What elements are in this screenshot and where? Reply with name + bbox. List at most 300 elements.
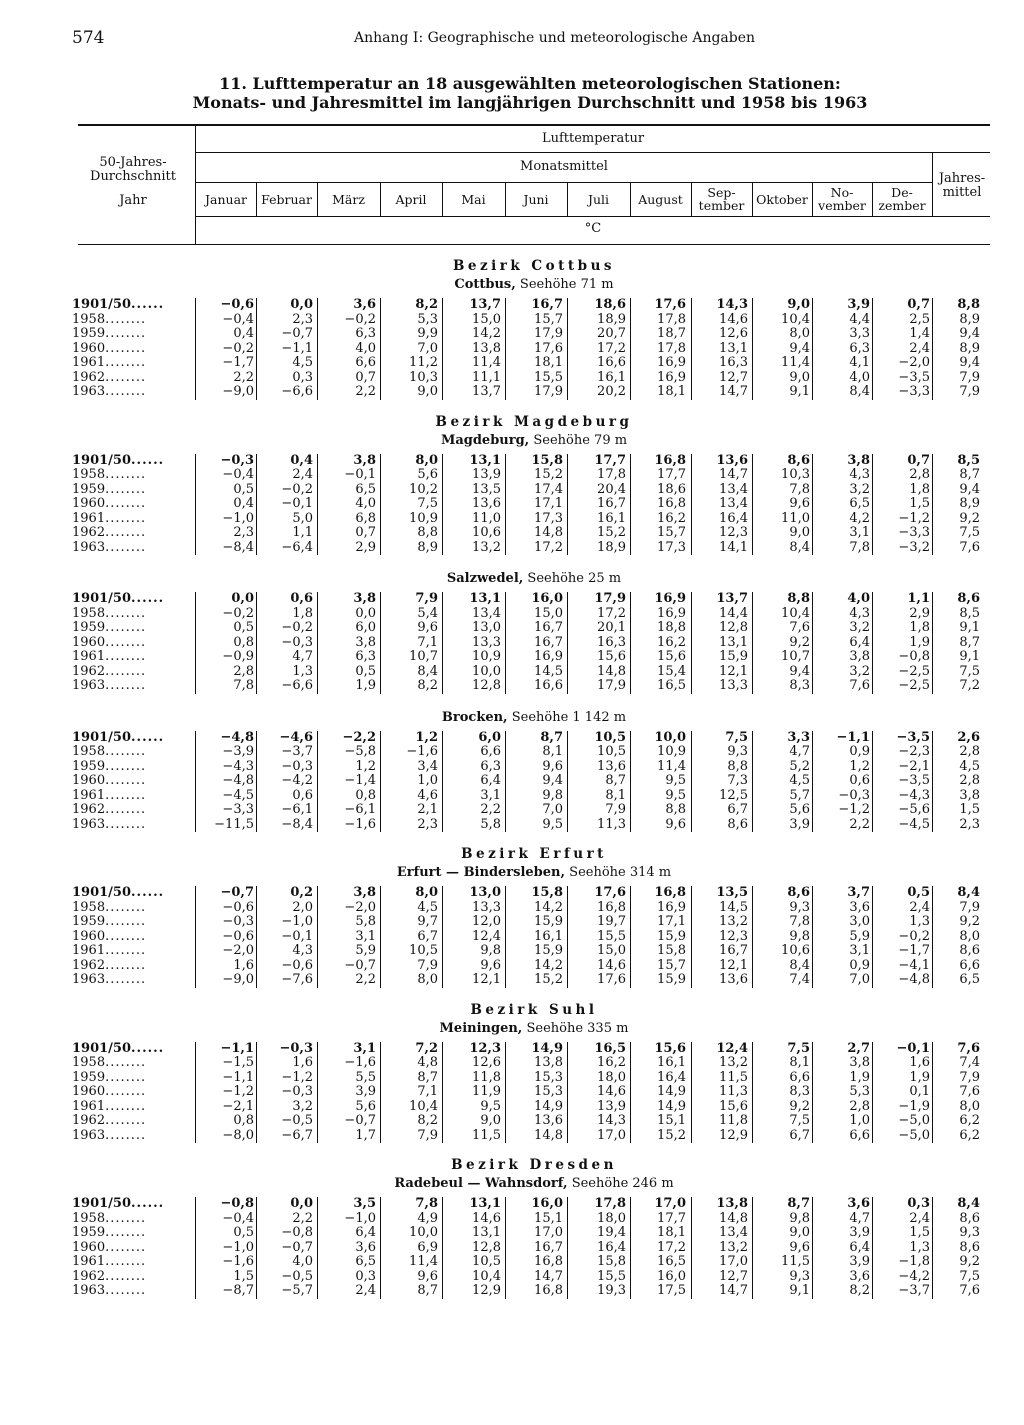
month-value-cell: −0,6 xyxy=(222,899,254,915)
month-value-cell: 4,5 xyxy=(417,899,438,915)
month-value-cell: 0,0 xyxy=(231,591,254,606)
year-cell: 1901/50...... xyxy=(72,729,165,745)
month-value-cell: 7,5 xyxy=(417,496,438,511)
month-value-cell: 13,4 xyxy=(719,1225,748,1240)
year-cell: 1901/50...... xyxy=(72,297,165,312)
month-value-cell: 6,3 xyxy=(355,326,376,341)
month-value-cell: 7,5 xyxy=(789,1113,810,1128)
month-value-cell: 17,7 xyxy=(657,467,686,482)
month-value-cell: 5,8 xyxy=(355,914,376,929)
month-value-cell: 0,1 xyxy=(909,1084,930,1099)
month-value-cell: 9,3 xyxy=(789,899,810,915)
month-value-cell: 10,4 xyxy=(409,1098,438,1114)
month-value-cell: 7,6 xyxy=(849,678,870,693)
month-value-cell: −1,9 xyxy=(898,1098,930,1114)
month-value-cell: 6,7 xyxy=(789,1127,810,1143)
month-value-cell: −0,5 xyxy=(281,1113,313,1128)
year-cell: 1963........ xyxy=(72,384,147,399)
month-header-3: März xyxy=(332,191,365,207)
month-value-cell: 3,8 xyxy=(353,885,376,900)
month-value-cell: 0,8 xyxy=(233,634,254,650)
month-value-cell: 16,0 xyxy=(657,1268,686,1284)
month-value-cell: −6,1 xyxy=(281,802,313,817)
month-value-cell: 2,2 xyxy=(480,802,501,817)
month-value-cell: −2,3 xyxy=(898,744,930,759)
month-value-cell: 3,7 xyxy=(847,885,870,900)
month-value-cell: 17,8 xyxy=(657,340,686,356)
month-value-cell: −0,2 xyxy=(281,481,313,497)
table-row xyxy=(72,1084,990,1100)
month-value-cell: −1,4 xyxy=(344,773,376,788)
month-value-cell: 10,0 xyxy=(472,663,501,679)
month-value-cell: 1,9 xyxy=(909,1069,930,1085)
table-row xyxy=(72,943,990,959)
month-value-cell: 9,8 xyxy=(789,928,810,944)
month-value-cell: 15,7 xyxy=(657,525,686,540)
annual-mean-cell: 9,3 xyxy=(959,1225,980,1240)
month-value-cell: 13,6 xyxy=(472,496,501,511)
month-value-cell: −2,0 xyxy=(344,899,376,915)
month-value-cell: 16,0 xyxy=(531,1196,563,1211)
group-header-monatsmittel: Monatsmittel xyxy=(520,159,608,174)
month-value-cell: 9,3 xyxy=(727,744,748,759)
annual-mean-cell: 7,5 xyxy=(959,525,980,540)
month-value-cell: −0,2 xyxy=(222,340,254,356)
month-value-cell: 9,0 xyxy=(789,1225,810,1240)
month-value-cell: −1,2 xyxy=(838,802,870,817)
month-value-cell: 17,1 xyxy=(657,914,686,929)
month-value-cell: 3,1 xyxy=(355,928,376,944)
annual-mean-cell: 2,8 xyxy=(959,773,980,788)
month-value-cell: −5,7 xyxy=(281,1283,313,1298)
month-value-cell: 3,6 xyxy=(355,1239,376,1255)
table-row xyxy=(72,481,990,498)
month-value-cell: 18,6 xyxy=(594,297,626,312)
month-value-cell: −2,5 xyxy=(898,663,930,679)
month-value-cell: 15,2 xyxy=(597,525,626,540)
month-value-cell: −1,0 xyxy=(344,1210,376,1226)
month-value-cell: −6,4 xyxy=(281,539,313,555)
year-cell: 1962........ xyxy=(72,1113,147,1128)
month-value-cell: 14,7 xyxy=(719,384,748,399)
month-value-cell: 8,0 xyxy=(417,972,438,987)
year-cell: 1959........ xyxy=(72,914,147,929)
month-value-cell: 13,9 xyxy=(597,1098,626,1114)
month-value-cell: 3,9 xyxy=(355,1084,376,1099)
station-elevation: Seehöhe 246 m xyxy=(571,1176,674,1191)
month-value-cell: 17,2 xyxy=(597,605,626,621)
table-row xyxy=(72,1113,990,1129)
month-value-cell: 13,8 xyxy=(534,1055,563,1070)
month-value-cell: −3,2 xyxy=(898,539,930,555)
month-value-cell: 4,8 xyxy=(417,1055,438,1070)
table-row xyxy=(72,510,990,527)
table-row xyxy=(72,663,990,680)
month-value-cell: −0,1 xyxy=(896,1040,930,1056)
month-value-cell: 3,8 xyxy=(353,591,376,606)
month-value-cell: 3,1 xyxy=(353,1040,376,1056)
month-value-cell: 14,6 xyxy=(719,311,748,327)
annual-mean-cell: 2,3 xyxy=(959,816,980,832)
month-value-cell: 3,9 xyxy=(789,816,810,832)
month-value-cell: 0,4 xyxy=(233,326,254,341)
month-value-cell: 3,8 xyxy=(353,452,376,468)
month-value-cell: 2,8 xyxy=(909,467,930,482)
month-value-cell: 13,4 xyxy=(719,496,748,511)
month-value-cell: 17,9 xyxy=(597,678,626,693)
month-value-cell: 18,9 xyxy=(597,311,626,327)
annual-mean-cell: 7,9 xyxy=(959,369,980,385)
month-value-cell: 8,2 xyxy=(417,1113,438,1128)
month-value-cell: 9,6 xyxy=(789,1239,810,1255)
station-elevation: Seehöhe 335 m xyxy=(526,1020,629,1036)
annual-mean-cell: 7,6 xyxy=(959,1283,980,1298)
month-value-cell: 6,6 xyxy=(355,355,376,370)
month-value-cell: 13,2 xyxy=(719,1239,748,1255)
station-elevation: Seehöhe 71 m xyxy=(519,277,614,292)
year-cell: 1901/50...... xyxy=(72,591,165,606)
month-value-cell: −1,0 xyxy=(281,914,313,929)
year-cell: 1960........ xyxy=(72,773,147,788)
month-value-cell: 8,8 xyxy=(417,525,438,540)
year-cell: 1962........ xyxy=(72,1268,147,1284)
station-name: Brocken, xyxy=(441,709,508,725)
month-value-cell: 7,5 xyxy=(725,729,748,745)
month-value-cell: 11,3 xyxy=(719,1084,748,1099)
month-value-cell: 11,4 xyxy=(472,355,501,370)
month-value-cell: 0,8 xyxy=(355,787,376,803)
month-value-cell: 1,3 xyxy=(909,1239,930,1255)
running-head xyxy=(72,28,952,50)
month-value-cell: 16,9 xyxy=(534,649,563,664)
month-value-cell: 8,2 xyxy=(417,678,438,693)
district-heading: Bezirk Magdeburg xyxy=(435,413,633,430)
month-value-cell: 17,7 xyxy=(594,452,626,468)
month-value-cell: 8,1 xyxy=(789,1055,810,1070)
month-value-cell: 17,7 xyxy=(657,1210,686,1226)
month-value-cell: 1,5 xyxy=(909,1225,930,1240)
page-number: 574 xyxy=(72,28,105,48)
year-cell: 1960........ xyxy=(72,928,147,944)
month-value-cell: −0,1 xyxy=(344,467,376,482)
month-value-cell: 2,3 xyxy=(233,525,254,540)
month-value-cell: 15,6 xyxy=(597,649,626,664)
month-value-cell: −0,3 xyxy=(281,634,313,650)
year-cell: 1958........ xyxy=(72,605,147,621)
month-value-cell: 13,6 xyxy=(597,758,626,774)
month-value-cell: 12,3 xyxy=(469,1040,501,1056)
month-value-cell: 12,7 xyxy=(719,1268,748,1284)
month-header-8: August xyxy=(638,191,683,207)
month-value-cell: 10,9 xyxy=(409,510,438,526)
month-value-cell: 7,9 xyxy=(415,591,438,606)
month-value-cell: −4,8 xyxy=(220,729,254,745)
month-value-cell: 13,9 xyxy=(472,467,501,482)
table-row xyxy=(72,384,990,400)
month-value-cell: 7,0 xyxy=(542,802,563,817)
annual-mean-cell: 9,4 xyxy=(959,326,980,341)
month-value-cell: 16,4 xyxy=(719,510,748,526)
month-value-cell: −2,1 xyxy=(222,1098,254,1114)
month-value-cell: 3,2 xyxy=(292,1098,313,1114)
month-value-cell: −0,8 xyxy=(898,649,930,664)
year-cell: 1961........ xyxy=(72,649,147,664)
month-value-cell: −4,8 xyxy=(898,972,930,987)
month-value-cell: 15,9 xyxy=(534,943,563,958)
month-value-cell: 11,8 xyxy=(472,1069,501,1085)
month-value-cell: 6,6 xyxy=(849,1127,870,1143)
annual-mean-cell: 8,5 xyxy=(957,452,980,468)
month-value-cell: 12,8 xyxy=(472,1239,501,1255)
month-header-10: Oktober xyxy=(756,191,808,207)
month-value-cell: 18,0 xyxy=(597,1069,626,1085)
month-value-cell: 1,3 xyxy=(292,663,313,679)
station-elevation: Seehöhe 1 142 m xyxy=(511,709,627,725)
month-value-cell: 4,9 xyxy=(417,1210,438,1226)
month-value-cell: 1,0 xyxy=(417,773,438,788)
month-value-cell: 16,9 xyxy=(657,605,686,621)
month-value-cell: 14,2 xyxy=(534,899,563,915)
month-header-9: Sep- tember xyxy=(698,185,745,213)
month-value-cell: 0,6 xyxy=(290,591,313,606)
table-row xyxy=(72,605,990,622)
month-value-cell: −1,0 xyxy=(222,1239,254,1255)
month-value-cell: 14,7 xyxy=(719,467,748,482)
year-cell: 1959........ xyxy=(72,481,147,497)
table-row xyxy=(72,1210,990,1227)
station-data-block xyxy=(72,885,990,988)
month-value-cell: 10,4 xyxy=(472,1268,501,1284)
month-value-cell: 8,8 xyxy=(665,802,686,817)
month-value-cell: 17,6 xyxy=(534,340,563,356)
month-value-cell: 5,3 xyxy=(849,1084,870,1099)
station-data-block xyxy=(72,729,990,833)
annual-mean-cell: 9,1 xyxy=(959,649,980,664)
month-value-cell: 14,8 xyxy=(597,663,626,679)
year-cell: 1959........ xyxy=(72,326,147,341)
month-value-cell: −4,5 xyxy=(898,816,930,832)
month-value-cell: 6,3 xyxy=(849,340,870,356)
month-value-cell: 9,6 xyxy=(417,620,438,635)
month-value-cell: 3,3 xyxy=(787,729,810,745)
month-value-cell: 7,3 xyxy=(727,773,748,788)
table-row xyxy=(72,452,990,469)
month-value-cell: 16,8 xyxy=(597,899,626,915)
month-value-cell: 16,8 xyxy=(534,1283,563,1298)
table-row xyxy=(72,1225,990,1241)
table-row xyxy=(72,1268,990,1285)
annual-mean-cell: 9,4 xyxy=(959,355,980,370)
month-value-cell: 2,9 xyxy=(909,605,930,621)
month-value-cell: 10,0 xyxy=(654,729,686,745)
month-value-cell: 14,7 xyxy=(719,1283,748,1298)
month-value-cell: 12,9 xyxy=(719,1127,748,1143)
month-value-cell: 8,0 xyxy=(789,326,810,341)
month-value-cell: 14,2 xyxy=(534,957,563,973)
month-value-cell: 8,2 xyxy=(415,297,438,312)
month-value-cell: 6,9 xyxy=(417,1239,438,1255)
month-value-cell: 16,2 xyxy=(657,634,686,650)
month-value-cell: 13,8 xyxy=(472,340,501,356)
month-value-cell: 15,6 xyxy=(657,649,686,664)
month-value-cell: 10,3 xyxy=(409,369,438,385)
month-value-cell: 7,6 xyxy=(789,620,810,635)
month-value-cell: 13,3 xyxy=(472,634,501,650)
month-value-cell: 14,3 xyxy=(597,1113,626,1128)
table-title-line-2: Monats- und Jahresmittel im langjährigen Durchschnitt und 1958 bis 1963 xyxy=(192,93,868,112)
station-heading xyxy=(78,863,990,882)
month-value-cell: −0,5 xyxy=(281,1268,313,1284)
month-value-cell: 9,5 xyxy=(542,816,563,832)
month-value-cell: −2,1 xyxy=(898,758,930,774)
month-value-cell: 8,7 xyxy=(417,1283,438,1298)
month-value-cell: 7,5 xyxy=(787,1040,810,1056)
month-value-cell: 9,6 xyxy=(665,816,686,832)
month-value-cell: 13,0 xyxy=(472,620,501,635)
month-value-cell: 15,7 xyxy=(534,311,563,327)
month-value-cell: 0,5 xyxy=(355,663,376,679)
month-value-cell: 8,4 xyxy=(789,957,810,973)
table-row xyxy=(72,1254,990,1270)
month-value-cell: 3,1 xyxy=(849,525,870,540)
month-value-cell: 16,9 xyxy=(657,899,686,915)
month-value-cell: 3,0 xyxy=(849,914,870,929)
table-row xyxy=(72,496,990,512)
month-value-cell: 3,2 xyxy=(849,663,870,679)
month-value-cell: 7,0 xyxy=(417,340,438,356)
stub-header: 50-Jahres- Durchschnitt Jahr xyxy=(90,155,176,208)
month-value-cell: −0,9 xyxy=(222,649,254,664)
station-heading xyxy=(78,431,990,450)
month-value-cell: 3,1 xyxy=(480,787,501,803)
year-cell: 1961........ xyxy=(72,943,147,958)
month-value-cell: 9,3 xyxy=(789,1268,810,1284)
month-value-cell: 7,8 xyxy=(789,914,810,929)
table-row xyxy=(72,1040,990,1057)
month-value-cell: −3,5 xyxy=(898,773,930,788)
month-value-cell: 9,1 xyxy=(789,1283,810,1298)
month-value-cell: 0,7 xyxy=(907,297,930,312)
month-value-cell: −6,1 xyxy=(344,802,376,817)
year-cell: 1958........ xyxy=(72,1055,147,1070)
month-value-cell: 3,8 xyxy=(355,634,376,650)
month-value-cell: 3,3 xyxy=(849,326,870,341)
station-data-block xyxy=(72,1040,990,1144)
table-row xyxy=(72,729,990,746)
month-value-cell: 16,8 xyxy=(657,496,686,511)
month-value-cell: 9,8 xyxy=(789,1210,810,1226)
table-row xyxy=(72,1055,990,1071)
month-value-cell: 9,0 xyxy=(787,297,810,312)
year-cell: 1901/50...... xyxy=(72,452,165,468)
month-value-cell: 13,3 xyxy=(472,899,501,915)
month-value-cell: 10,9 xyxy=(657,744,686,759)
table-row xyxy=(72,467,990,483)
annual-mean-cell: 9,2 xyxy=(959,510,980,526)
month-value-cell: −1,5 xyxy=(222,1055,254,1070)
month-value-cell: 13,1 xyxy=(719,634,748,650)
month-value-cell: 17,9 xyxy=(534,384,563,399)
year-cell: 1963........ xyxy=(72,678,147,693)
annual-mean-header: Jahres- mittel xyxy=(938,171,986,200)
month-value-cell: 5,2 xyxy=(789,758,810,774)
month-value-cell: −0,3 xyxy=(220,452,254,468)
month-value-cell: −11,5 xyxy=(214,816,254,832)
annual-mean-cell: 7,5 xyxy=(959,663,980,679)
month-header-4: April xyxy=(395,191,427,207)
month-value-cell: −0,2 xyxy=(898,928,930,944)
table-row xyxy=(72,355,990,371)
month-value-cell: 20,2 xyxy=(597,384,626,399)
month-value-cell: 0,2 xyxy=(290,885,313,900)
month-value-cell: 6,6 xyxy=(789,1069,810,1085)
month-value-cell: 11,2 xyxy=(409,355,438,370)
year-cell: 1962........ xyxy=(72,663,147,679)
month-value-cell: 7,9 xyxy=(417,1127,438,1143)
year-cell: 1963........ xyxy=(72,972,147,987)
annual-mean-cell: 6,2 xyxy=(959,1127,980,1143)
month-value-cell: 2,4 xyxy=(355,1283,376,1298)
month-value-cell: −3,5 xyxy=(896,729,930,745)
month-value-cell: 2,2 xyxy=(233,369,254,385)
month-value-cell: 18,1 xyxy=(657,384,686,399)
month-value-cell: 15,3 xyxy=(534,1069,563,1085)
table-row xyxy=(72,1069,990,1086)
month-value-cell: 17,8 xyxy=(657,311,686,327)
month-value-cell: −9,0 xyxy=(222,384,254,399)
table-row xyxy=(72,311,990,328)
month-value-cell: 10,4 xyxy=(781,605,810,621)
month-value-cell: 17,4 xyxy=(534,481,563,497)
month-value-cell: 17,0 xyxy=(534,1225,563,1240)
month-value-cell: −7,6 xyxy=(281,972,313,987)
month-value-cell: 3,9 xyxy=(847,297,870,312)
month-value-cell: 12,3 xyxy=(719,928,748,944)
month-value-cell: 7,9 xyxy=(605,802,626,817)
month-value-cell: 8,3 xyxy=(789,678,810,693)
month-value-cell: 15,9 xyxy=(719,649,748,664)
month-value-cell: 18,8 xyxy=(657,620,686,635)
annual-mean-cell: 7,4 xyxy=(959,1055,980,1070)
month-value-cell: 16,9 xyxy=(657,369,686,385)
year-cell: 1962........ xyxy=(72,369,147,385)
year-cell: 1961........ xyxy=(72,1098,147,1114)
month-value-cell: 15,1 xyxy=(534,1210,563,1226)
annual-mean-cell: 2,8 xyxy=(959,744,980,759)
month-value-cell: −0,2 xyxy=(222,605,254,621)
month-value-cell: −1,2 xyxy=(281,1069,313,1085)
month-value-cell: 4,0 xyxy=(355,340,376,356)
month-value-cell: 17,0 xyxy=(597,1127,626,1143)
station-name: Salzwedel, xyxy=(446,571,524,586)
month-value-cell: 13,1 xyxy=(469,591,501,606)
month-value-cell: 7,8 xyxy=(233,678,254,693)
month-value-cell: 8,4 xyxy=(789,539,810,555)
month-value-cell: 10,4 xyxy=(781,311,810,327)
month-header-5: Mai xyxy=(461,191,486,207)
annual-mean-cell: 1,5 xyxy=(959,802,980,817)
month-value-cell: 13,4 xyxy=(472,605,501,621)
month-value-cell: 0,3 xyxy=(355,1268,376,1284)
month-header-11: No- vember xyxy=(818,185,866,213)
month-value-cell: 10,3 xyxy=(781,467,810,482)
month-value-cell: −1,2 xyxy=(222,1084,254,1099)
year-cell: 1963........ xyxy=(72,1127,147,1143)
month-value-cell: 0,5 xyxy=(907,885,930,900)
month-value-cell: 9,6 xyxy=(789,496,810,511)
month-value-cell: 12,4 xyxy=(716,1040,748,1056)
month-value-cell: 1,3 xyxy=(909,914,930,929)
